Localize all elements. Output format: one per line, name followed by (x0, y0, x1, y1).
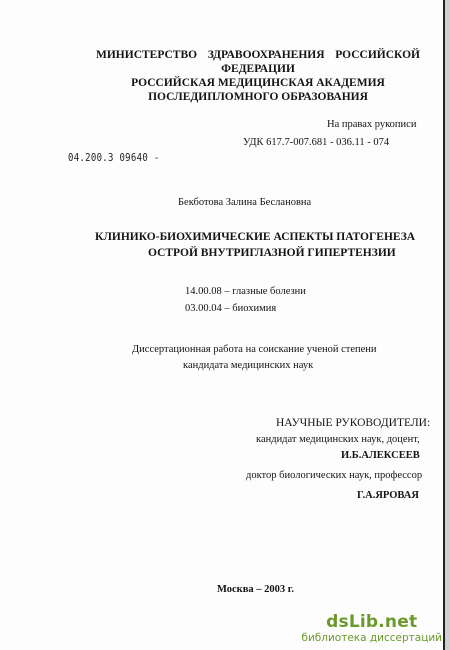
supervisor-2-name: Г.А.ЯРОВАЯ (357, 490, 419, 501)
supervisor-1-name: И.Б.АЛЕКСЕЕВ (341, 450, 420, 461)
watermark-logo (301, 612, 442, 644)
supervisor-2-title: доктор биологических наук, профессор (246, 470, 423, 481)
author-name: Бекботова Залина Беслановна (178, 197, 312, 208)
degree-statement-line-2: кандидата медицинских наук (183, 360, 314, 371)
watermark-subtitle: библиотека диссертаций (301, 632, 442, 644)
ministry-header-line-2: ФЕДЕРАЦИИ (221, 63, 295, 75)
dissertation-title-line-2: ОСТРОЙ ВНУТРИГЛАЗНОЙ ГИПЕРТЕНЗИИ (148, 247, 396, 259)
specialty-ophthalmology: 14.00.08 – глазные болезни (185, 286, 306, 297)
academy-header-line-2: ПОСЛЕДИПЛОМНОГО ОБРАЗОВАНИЯ (148, 91, 368, 103)
ministry-header-line-1: МИНИСТЕРСТВО ЗДРАВООХРАНЕНИЯ РОССИЙСКОЙ (96, 49, 420, 61)
watermark-logo-text: dsLib.net (326, 612, 418, 632)
udc-code: УДК 617.7-007.681 - 036.11 - 074 (243, 137, 390, 148)
dissertation-title-line-1: КЛИНИКО-БИОХИМИЧЕСКИЕ АСПЕКТЫ ПАТОГЕНЕЗА (95, 231, 416, 243)
place-and-year: Москва – 2003 г. (217, 584, 294, 595)
scan-edge-shadow (445, 0, 450, 650)
academy-header-line: РОССИЙСКАЯ МЕДИЦИНСКАЯ АКАДЕМИЯ (131, 77, 385, 89)
specialty-biochemistry: 03.00.04 – биохимия (185, 303, 277, 314)
degree-statement-line-1: Диссертационная работа на соискание ученой степени (132, 344, 377, 355)
supervisor-1-title: кандидат медицинских наук, доцент, (256, 434, 420, 445)
library-stamp-number: 04.200.3 09640 - (68, 153, 160, 165)
manuscript-rights-note: На правах рукописи (327, 119, 417, 130)
supervisors-heading: НАУЧНЫЕ РУКОВОДИТЕЛИ: (276, 417, 431, 429)
